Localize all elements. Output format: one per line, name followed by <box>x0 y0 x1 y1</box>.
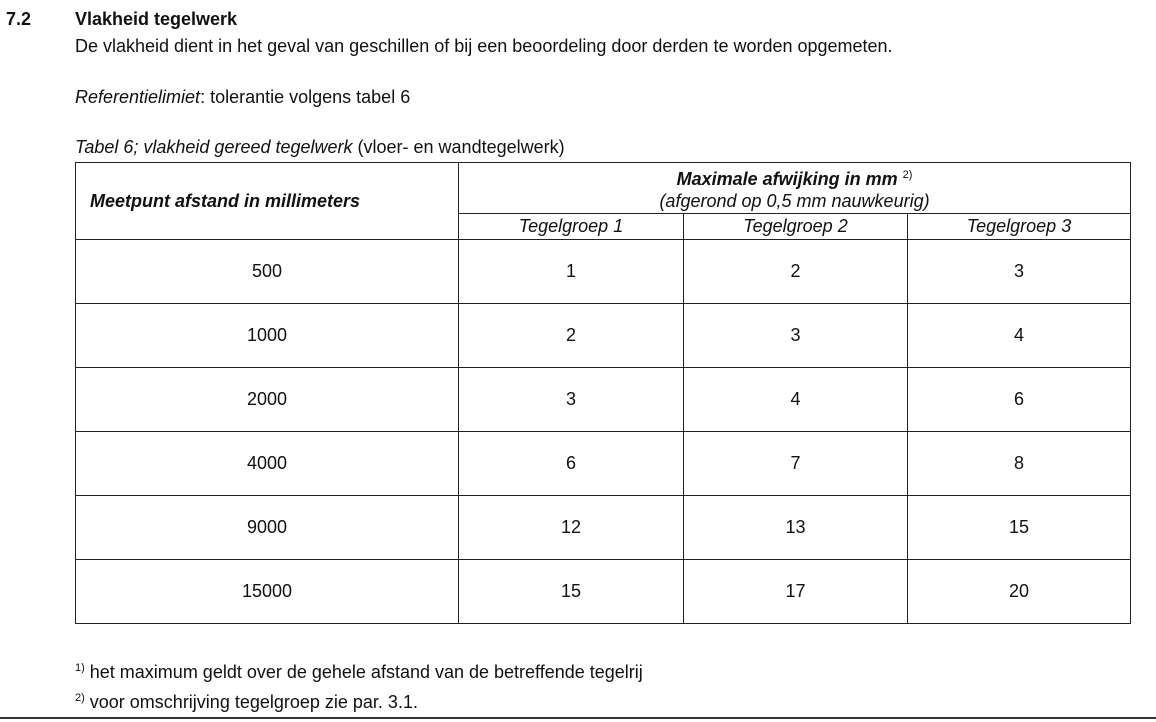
column-header-distance: Meetpunt afstand in millimeters <box>76 163 459 240</box>
column-header-group-1: Tegelgroep 1 <box>459 214 684 240</box>
footnote-2 <box>75 685 643 715</box>
section-title: Vlakheid tegelwerk <box>75 9 238 29</box>
table-row <box>76 368 1131 432</box>
cell-group-2: 2 <box>684 240 908 304</box>
footnote-1-mark: 1) <box>75 662 85 674</box>
table-row <box>76 240 1131 304</box>
cell-group-2: 13 <box>684 496 908 560</box>
table-caption-title: Tabel 6; vlakheid gereed tegelwerk <box>75 137 353 157</box>
cell-group-3: 6 <box>908 368 1131 432</box>
flatness-table <box>75 162 1131 624</box>
cell-distance: 500 <box>76 240 459 304</box>
cell-group-1: 15 <box>459 560 684 624</box>
table-row <box>76 560 1131 624</box>
reference-text: : tolerantie volgens tabel 6 <box>200 87 411 107</box>
max-deviation-title: Maximale afwijking in mm <box>676 169 898 189</box>
max-deviation-footnote-mark: 2) <box>902 169 913 181</box>
section-number: 7.2 <box>6 9 32 29</box>
column-header-max-deviation <box>459 163 1131 214</box>
cell-group-2: 17 <box>684 560 908 624</box>
footnote-2-text: voor omschrijving tegelgroep zie par. 3.1. <box>84 692 418 712</box>
cell-group-1: 6 <box>459 432 684 496</box>
cell-group-2: 3 <box>684 304 908 368</box>
cell-distance: 9000 <box>76 496 459 560</box>
cell-distance: 4000 <box>76 432 459 496</box>
footnote-1 <box>75 655 643 685</box>
footnote-1-text: het maximum geldt over de gehele afstand van de betreffende tegelrij <box>84 662 643 682</box>
flatness-table-wrapper <box>75 162 1131 624</box>
table-caption <box>75 137 565 158</box>
cell-group-1: 3 <box>459 368 684 432</box>
reference-line <box>75 87 410 108</box>
table-row <box>76 304 1131 368</box>
bottom-divider <box>0 717 1156 719</box>
footnotes <box>75 655 643 715</box>
cell-group-1: 12 <box>459 496 684 560</box>
cell-distance: 15000 <box>76 560 459 624</box>
cell-group-1: 2 <box>459 304 684 368</box>
cell-group-3: 8 <box>908 432 1131 496</box>
cell-distance: 1000 <box>76 304 459 368</box>
reference-label: Referentielimiet <box>75 87 201 107</box>
cell-group-3: 4 <box>908 304 1131 368</box>
max-deviation-subtitle: (afgerond op 0,5 mm nauwkeurig) <box>659 191 930 211</box>
cell-group-1: 1 <box>459 240 684 304</box>
cell-group-2: 7 <box>684 432 908 496</box>
table-row <box>76 432 1131 496</box>
intro-paragraph: De vlakheid dient in het geval van geschillen of bij een beoordeling door derden te worden opgemeten. <box>75 36 893 56</box>
table-row <box>76 496 1131 560</box>
cell-group-3: 20 <box>908 560 1131 624</box>
column-header-group-3: Tegelgroep 3 <box>908 214 1131 240</box>
cell-group-3: 15 <box>908 496 1131 560</box>
cell-group-2: 4 <box>684 368 908 432</box>
column-header-group-2: Tegelgroep 2 <box>684 214 908 240</box>
table-caption-detail: (vloer- en wandtegelwerk) <box>352 137 565 157</box>
footnote-2-mark: 2) <box>75 692 85 704</box>
cell-distance: 2000 <box>76 368 459 432</box>
cell-group-3: 3 <box>908 240 1131 304</box>
